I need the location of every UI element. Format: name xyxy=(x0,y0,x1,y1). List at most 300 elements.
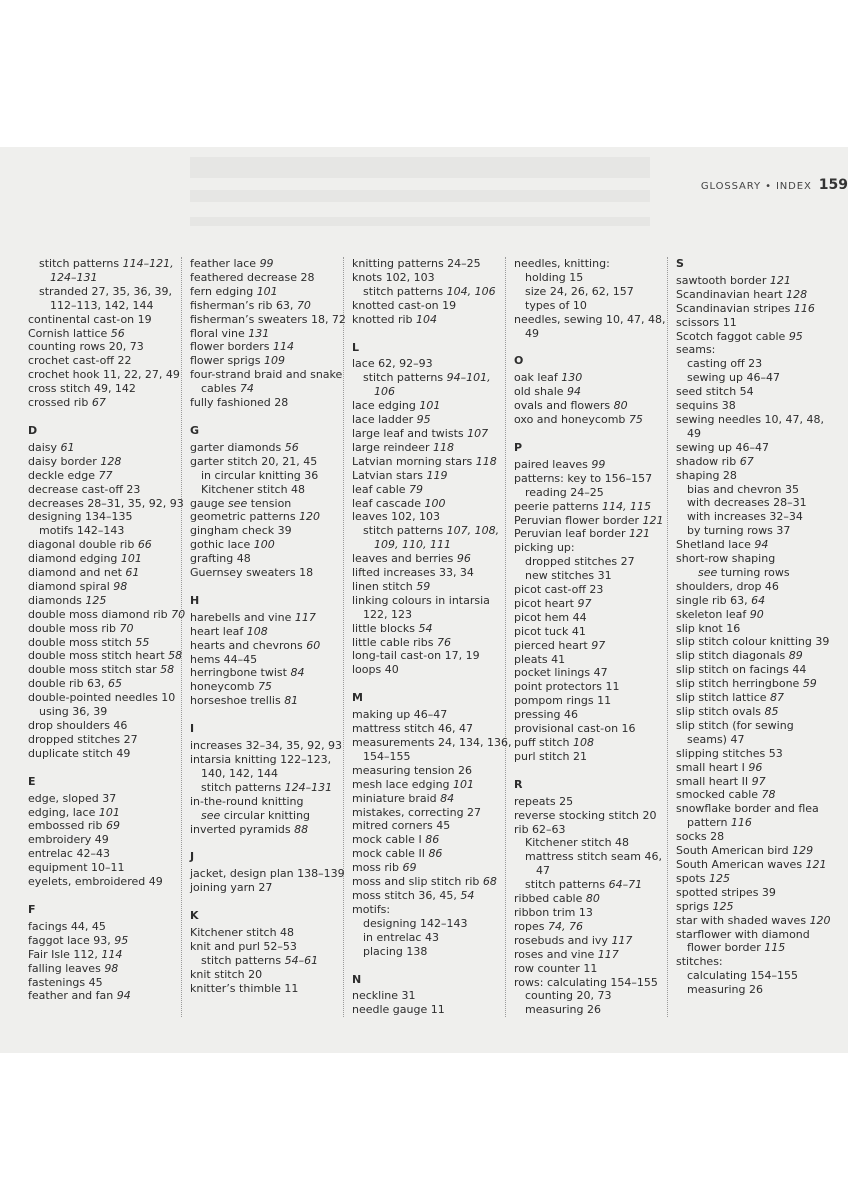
index-entry xyxy=(676,538,836,552)
entry-text: inverted pyramids xyxy=(190,822,295,836)
entry-text: South American waves xyxy=(676,857,806,871)
entry-text: pocket linings 47 xyxy=(514,666,608,680)
entry-text: holding 15 xyxy=(525,270,584,284)
entry-text: knotted rib xyxy=(352,312,417,326)
index-entry xyxy=(352,778,512,792)
entry-text: Shetland lace xyxy=(676,538,755,552)
index-entry xyxy=(28,847,188,861)
index-entry xyxy=(676,677,836,691)
index-entry xyxy=(28,747,188,761)
entry-text: linen stitch xyxy=(352,579,417,593)
index-entry xyxy=(676,330,836,344)
entry-text: fisherman’s rib 63, xyxy=(190,298,297,312)
entry-text: reading 24–25 xyxy=(525,485,604,499)
index-entry xyxy=(676,622,836,636)
index-subentry xyxy=(28,285,188,313)
index-entry xyxy=(514,694,674,708)
entry-text: Cornish lattice xyxy=(28,326,111,340)
stitch-pattern-page-ref: 99 xyxy=(591,457,606,471)
entry-text: crochet cast-off 22 xyxy=(28,354,132,368)
index-entry xyxy=(28,382,188,396)
entry-text: mitred corners 45 xyxy=(352,819,451,833)
stitch-pattern-page-ref: 59 xyxy=(802,677,817,691)
stitch-pattern-page-ref: 124–131 xyxy=(284,780,333,794)
index-entry xyxy=(676,914,836,928)
stitch-pattern-page-ref: 64–71 xyxy=(608,878,643,892)
entry-text: seed stitch 54 xyxy=(676,385,754,399)
entry-text: rows: calculating 154–155 xyxy=(514,975,658,989)
index-entry xyxy=(352,313,512,327)
index-entry xyxy=(676,844,836,858)
entry-text: garter stitch 20, 21, 45 xyxy=(190,454,318,468)
entry-text: harebells and vine xyxy=(190,610,295,624)
entry-text: shadow rib xyxy=(676,454,740,468)
entry-text: slip stitch on facings 44 xyxy=(676,663,807,677)
entry-text: floral vine xyxy=(190,326,249,340)
entry-text: sewing up 46–47 xyxy=(676,440,769,454)
index-entry xyxy=(28,340,188,354)
index-letter-heading: H xyxy=(190,593,200,607)
index-entry xyxy=(514,920,674,934)
entry-text: mesh lace edging xyxy=(352,777,454,791)
index-entry xyxy=(28,636,188,650)
entry-text: sewing needles 10, 47, 48, 49 xyxy=(676,412,825,440)
index-entry xyxy=(28,691,188,705)
entry-text: ribbon trim 13 xyxy=(514,905,593,919)
entry-text: purl stitch 21 xyxy=(514,749,587,763)
index-entry xyxy=(28,396,188,410)
index-entry xyxy=(190,441,350,455)
stitch-pattern-page-ref: 119 xyxy=(426,468,448,482)
stitch-pattern-page-ref: 114–121, 124–131 xyxy=(50,257,174,284)
index-entry xyxy=(28,861,188,875)
index-entry xyxy=(676,663,836,677)
index-subentry xyxy=(514,836,674,850)
index-entry xyxy=(28,833,188,847)
index-entry xyxy=(676,385,836,399)
entry-text: roses and vine xyxy=(514,947,598,961)
index-subentry xyxy=(676,983,836,997)
stitch-pattern-page-ref: 115 xyxy=(764,941,786,955)
entry-text: geometric patterns xyxy=(190,510,300,524)
index-entry xyxy=(28,806,188,820)
stitch-pattern-page-ref: 95 xyxy=(788,329,803,343)
index-entry xyxy=(190,299,350,313)
stitch-pattern-page-ref: 100 xyxy=(253,538,275,552)
entry-text: long-tail cast-on 17, 19 xyxy=(352,649,480,663)
stitch-pattern-page-ref: 86 xyxy=(425,833,440,847)
index-letter-heading: S xyxy=(676,257,684,270)
index-entry xyxy=(352,989,512,1003)
stitch-pattern-page-ref: 80 xyxy=(613,399,628,413)
index-entry xyxy=(676,635,836,649)
entry-text: knotted cast-on 19 xyxy=(352,298,457,312)
entry-reference-target: circular knitting xyxy=(220,808,311,822)
entry-text: spots xyxy=(676,871,709,885)
index-letter-heading: D xyxy=(28,423,38,437)
index-entry xyxy=(514,583,674,597)
entry-text: grafting 48 xyxy=(190,552,251,566)
index-subentry xyxy=(352,524,512,552)
index-subentry xyxy=(676,483,836,497)
entry-text: heart leaf xyxy=(190,624,247,638)
index-entry xyxy=(514,962,674,976)
index-subentry xyxy=(352,945,512,959)
index-subentry xyxy=(676,357,836,371)
index-entry xyxy=(514,541,674,555)
entry-text: slip stitch herringbone xyxy=(676,677,803,691)
index-entry xyxy=(28,483,188,497)
stitch-pattern-page-ref: 98 xyxy=(113,579,128,593)
entry-text: in-the-round knitting xyxy=(190,794,304,808)
entry-text: diamonds xyxy=(28,593,86,607)
entry-text: oak leaf xyxy=(514,371,562,385)
entry-text: neckline 31 xyxy=(352,989,416,1003)
entry-text: eyelets, embroidered 49 xyxy=(28,875,163,889)
index-entry xyxy=(676,649,836,663)
index-entry xyxy=(352,427,512,441)
index-entry xyxy=(190,968,350,982)
entry-text: in entrelac 43 xyxy=(363,930,439,944)
index-entry xyxy=(514,500,674,514)
stitch-pattern-page-ref: 121 xyxy=(629,527,651,541)
index-letter-heading: R xyxy=(514,777,523,791)
entry-text: casting off 23 xyxy=(687,357,763,371)
stitch-pattern-page-ref: 128 xyxy=(786,287,808,301)
index-entry xyxy=(352,497,512,511)
entry-text: picot tuck 41 xyxy=(514,624,586,638)
index-subentry xyxy=(190,954,350,968)
entry-text: diamond spiral xyxy=(28,579,114,593)
index-entry xyxy=(676,705,836,719)
index-entry xyxy=(190,566,350,580)
entry-text: decreases 28–31, 35, 92, 93 xyxy=(28,496,184,510)
stitch-pattern-page-ref: 98 xyxy=(104,961,119,975)
index-subentry xyxy=(514,850,674,878)
stitch-pattern-page-ref: 54–61 xyxy=(284,953,319,967)
stitch-pattern-page-ref: 114 xyxy=(101,947,123,961)
stitch-pattern-page-ref: 96 xyxy=(456,552,471,566)
entry-text: needles, sewing 10, 47, 48, 49 xyxy=(514,312,666,340)
entry-text: knitting patterns 24–25 xyxy=(352,257,481,270)
entry-text: joining yarn 27 xyxy=(190,881,273,895)
index-entry xyxy=(28,469,188,483)
entry-text: mock cable II xyxy=(352,847,429,861)
index-entry xyxy=(190,653,350,667)
entry-text: fully fashioned 28 xyxy=(190,396,289,410)
stitch-pattern-page-ref: 121 xyxy=(769,273,791,287)
stitch-pattern-page-ref: 97 xyxy=(577,596,592,610)
entry-text: falling leaves xyxy=(28,961,105,975)
index-entry xyxy=(514,527,674,541)
entry-text: paired leaves xyxy=(514,457,592,471)
index-entry xyxy=(28,594,188,608)
entry-text: stitch patterns xyxy=(363,371,447,385)
entry-text: feather lace xyxy=(190,257,260,270)
index-entry xyxy=(352,819,512,833)
stitch-pattern-page-ref: 76 xyxy=(436,635,451,649)
stitch-pattern-page-ref: 130 xyxy=(561,371,583,385)
entry-text: mock cable I xyxy=(352,833,426,847)
stitch-pattern-page-ref: 96 xyxy=(748,760,763,774)
entry-text: stitch patterns xyxy=(201,953,285,967)
stitch-pattern-page-ref: 74, 76 xyxy=(548,919,583,933)
entry-reference-target: tension xyxy=(247,496,292,510)
stitch-pattern-page-ref: 104, 106 xyxy=(446,284,496,298)
entry-text: scissors 11 xyxy=(676,315,737,329)
index-entry xyxy=(28,989,188,1003)
index-entry xyxy=(352,875,512,889)
index-entry xyxy=(676,288,836,302)
stitch-pattern-page-ref: 89 xyxy=(788,649,803,663)
index-entry xyxy=(190,666,350,680)
index-column-5 xyxy=(676,257,836,997)
entry-text: using 36, 39 xyxy=(39,705,108,719)
entry-text: entrelac 42–43 xyxy=(28,847,110,861)
index-entry xyxy=(676,830,836,844)
index-entry xyxy=(676,802,836,830)
index-entry xyxy=(190,368,350,396)
stitch-pattern-page-ref: 100 xyxy=(424,496,446,510)
index-entry xyxy=(28,608,188,622)
entry-text: lifted increases 33, 34 xyxy=(352,566,474,580)
entry-text: loops 40 xyxy=(352,663,399,677)
stitch-pattern-page-ref: 117 xyxy=(611,933,633,947)
entry-text: little cable ribs xyxy=(352,635,437,649)
index-entry xyxy=(190,396,350,410)
index-subentry xyxy=(676,510,836,524)
entry-text: faggot lace 93, xyxy=(28,933,115,947)
entry-text: needles, knitting: xyxy=(514,257,610,270)
index-entry xyxy=(514,472,674,486)
index-subentry xyxy=(190,809,350,823)
header-label: GLOSSARY • INDEX xyxy=(700,181,812,192)
stitch-pattern-page-ref: 74 xyxy=(239,382,254,396)
entry-text: counting rows 20, 73 xyxy=(28,340,144,354)
stitch-pattern-page-ref: 116 xyxy=(793,301,815,315)
index-subentry xyxy=(676,524,836,538)
entry-text: double moss stitch star xyxy=(28,663,161,677)
page-number: 159 xyxy=(818,177,848,193)
index-entry xyxy=(676,788,836,802)
stitch-pattern-page-ref: 107 xyxy=(467,426,489,440)
stitch-pattern-page-ref: 94 xyxy=(567,385,582,399)
entry-text: Fair Isle 112, xyxy=(28,947,102,961)
index-entry xyxy=(676,928,836,956)
entry-text: lace 62, 92–93 xyxy=(352,357,433,371)
index-subentry xyxy=(28,524,188,538)
entry-text: double-pointed needles 10 xyxy=(28,691,176,705)
index-entry xyxy=(514,892,674,906)
entry-text: pleats 41 xyxy=(514,652,566,666)
entry-text: small heart II xyxy=(676,774,752,788)
index-entry xyxy=(190,867,350,881)
stitch-pattern-page-ref: 85 xyxy=(764,705,779,718)
index-entry xyxy=(190,257,350,271)
index-letter-heading: I xyxy=(190,722,195,736)
stitch-pattern-page-ref: 95 xyxy=(114,933,129,947)
entry-text: measuring 26 xyxy=(525,1003,601,1017)
index-entry xyxy=(514,708,674,722)
entry-text: Guernsey sweaters 18 xyxy=(190,566,314,580)
entry-text: peerie patterns xyxy=(514,499,603,513)
entry-text: ovals and flowers xyxy=(514,399,614,413)
stitch-pattern-page-ref: 121 xyxy=(642,513,664,527)
entry-text: edge, sloped 37 xyxy=(28,791,117,805)
entry-text: Kitchener stitch 48 xyxy=(190,926,295,940)
stitch-pattern-page-ref: 65 xyxy=(108,677,123,691)
index-entry xyxy=(28,920,188,934)
index-entry xyxy=(190,538,350,552)
index-entry xyxy=(352,663,512,677)
entry-text: knit and purl 52–53 xyxy=(190,939,297,953)
stitch-pattern-page-ref: 87 xyxy=(770,691,785,705)
entry-text: sequins 38 xyxy=(676,399,736,413)
stitch-pattern-page-ref: 56 xyxy=(284,440,299,454)
index-entry xyxy=(28,948,188,962)
index-entry xyxy=(352,441,512,455)
entry-text: dropped stitches 27 xyxy=(28,732,138,746)
entry-text: smocked cable xyxy=(676,788,762,802)
entry-text: continental cast-on 19 xyxy=(28,312,152,326)
entry-text: placing 138 xyxy=(363,944,428,958)
stitch-pattern-page-ref: 94–101, 106 xyxy=(374,371,491,399)
index-letter-heading: G xyxy=(190,423,200,437)
entry-text: with increases 32–34 xyxy=(687,510,803,524)
index-letter-heading: M xyxy=(352,691,363,705)
index-entry xyxy=(28,792,188,806)
index-entry xyxy=(352,792,512,806)
index-entry xyxy=(28,663,188,677)
stitch-pattern-page-ref: 118 xyxy=(475,454,497,468)
entry-text: moss and slip stitch rib xyxy=(352,875,483,889)
index-entry xyxy=(514,385,674,399)
entry-text: spotted stripes 39 xyxy=(676,885,776,899)
index-column-1 xyxy=(28,257,188,1003)
entry-text: stitches: xyxy=(676,955,723,969)
index-entry xyxy=(190,625,350,639)
index-entry xyxy=(352,299,512,313)
index-entry xyxy=(28,368,188,382)
entry-text: little blocks xyxy=(352,621,419,635)
entry-text: stitch patterns xyxy=(363,524,447,538)
entry-text: duplicate stitch 49 xyxy=(28,746,131,760)
entry-text: facings 44, 45 xyxy=(28,919,106,933)
index-entry xyxy=(352,580,512,594)
stitch-pattern-page-ref: 70 xyxy=(119,621,134,635)
index-entry xyxy=(190,639,350,653)
stitch-pattern-page-ref: 58 xyxy=(160,663,175,677)
stitch-pattern-page-ref: 97 xyxy=(591,638,606,652)
index-entry xyxy=(514,809,674,823)
entry-text: embroidery 49 xyxy=(28,833,109,847)
entry-text: South American bird xyxy=(676,844,793,858)
stitch-pattern-page-ref: 67 xyxy=(91,396,106,410)
entry-text: types of 10 xyxy=(525,298,587,312)
entry-text: hems 44–45 xyxy=(190,652,258,666)
index-entry xyxy=(28,962,188,976)
stitch-pattern-page-ref: 125 xyxy=(712,899,734,913)
entry-text: pressing 46 xyxy=(514,708,578,722)
entry-text: stranded 27, 35, 36, 39, 112–113, 142, 144 xyxy=(39,284,172,312)
stitch-pattern-page-ref: 77 xyxy=(98,468,113,482)
running-header xyxy=(701,177,848,199)
stitch-pattern-page-ref: 67 xyxy=(739,454,754,468)
stitch-pattern-page-ref: 120 xyxy=(809,913,831,927)
entry-text: sprigs xyxy=(676,899,713,913)
index-entry xyxy=(190,881,350,895)
index-entry xyxy=(514,795,674,809)
index-entry xyxy=(190,982,350,996)
index-entry xyxy=(352,889,512,903)
entry-text: sewing up 46–47 xyxy=(687,371,780,385)
entry-text: picking up: xyxy=(514,541,575,555)
stitch-pattern-page-ref: 109 xyxy=(263,354,285,368)
entry-text: diamond edging xyxy=(28,552,121,566)
entry-text: puff stitch xyxy=(514,736,573,749)
index-subentry xyxy=(28,257,188,285)
index-entry xyxy=(514,371,674,385)
entry-text: old shale xyxy=(514,385,568,399)
index-entry xyxy=(352,1003,512,1017)
entry-text: designing 142–143 xyxy=(363,916,468,930)
entry-text: calculating 154–155 xyxy=(687,969,798,983)
stitch-pattern-page-ref: 94 xyxy=(116,989,131,1003)
entry-text: gothic lace xyxy=(190,538,254,552)
entry-text: reverse stocking stitch 20 xyxy=(514,808,657,822)
index-entry xyxy=(190,926,350,940)
entry-text: large leaf and twists xyxy=(352,426,468,440)
stitch-pattern-page-ref: 120 xyxy=(299,510,321,524)
stitch-pattern-page-ref: 114, 115 xyxy=(602,499,651,513)
entry-text: knitter’s thimble 11 xyxy=(190,981,299,995)
index-letter-heading: N xyxy=(352,972,362,986)
entry-text: snowflake border and flea pattern xyxy=(676,802,819,830)
stitch-pattern-page-ref: 101 xyxy=(419,399,441,413)
stitch-pattern-page-ref: 118 xyxy=(433,440,454,454)
stitch-pattern-page-ref: 60 xyxy=(306,638,321,652)
entry-text: picot cast-off 23 xyxy=(514,583,604,597)
index-entry xyxy=(190,795,350,809)
stitch-pattern-page-ref: 61 xyxy=(125,566,140,580)
entry-text: mattress stitch seam 46, 47 xyxy=(525,850,662,878)
entry-text: Peruvian flower border xyxy=(514,513,643,527)
entry-text: with decreases 28–31 xyxy=(687,496,807,510)
entry-text: size 24, 26, 62, 157 xyxy=(525,284,634,298)
entry-text: picot heart xyxy=(514,596,578,610)
stitch-pattern-page-ref: 125 xyxy=(85,593,107,607)
stitch-pattern-page-ref: 58 xyxy=(168,649,183,663)
entry-text: garter diamonds xyxy=(190,440,285,454)
index-entry xyxy=(676,274,836,288)
index-entry xyxy=(514,750,674,764)
index-subentry xyxy=(514,555,674,569)
entry-text: intarsia knitting 122–123, 140, 142, 144 xyxy=(190,753,332,780)
entry-text: oxo and honeycomb xyxy=(514,413,629,427)
entry-text: needle gauge 11 xyxy=(352,1003,445,1017)
entry-text: fern edging xyxy=(190,284,257,298)
entry-text: Latvian morning stars xyxy=(352,454,476,468)
entry-text: star with shaded waves xyxy=(676,913,810,927)
stitch-pattern-page-ref: 75 xyxy=(257,680,272,694)
entry-text: linking colours in intarsia 122, 123 xyxy=(352,593,490,621)
index-entry xyxy=(352,413,512,427)
index-entry xyxy=(352,649,512,663)
entry-text: embossed rib xyxy=(28,819,106,833)
entry-text: making up 46–47 xyxy=(352,708,448,722)
stitch-pattern-page-ref: 104 xyxy=(416,312,438,326)
index-entry xyxy=(514,934,674,948)
